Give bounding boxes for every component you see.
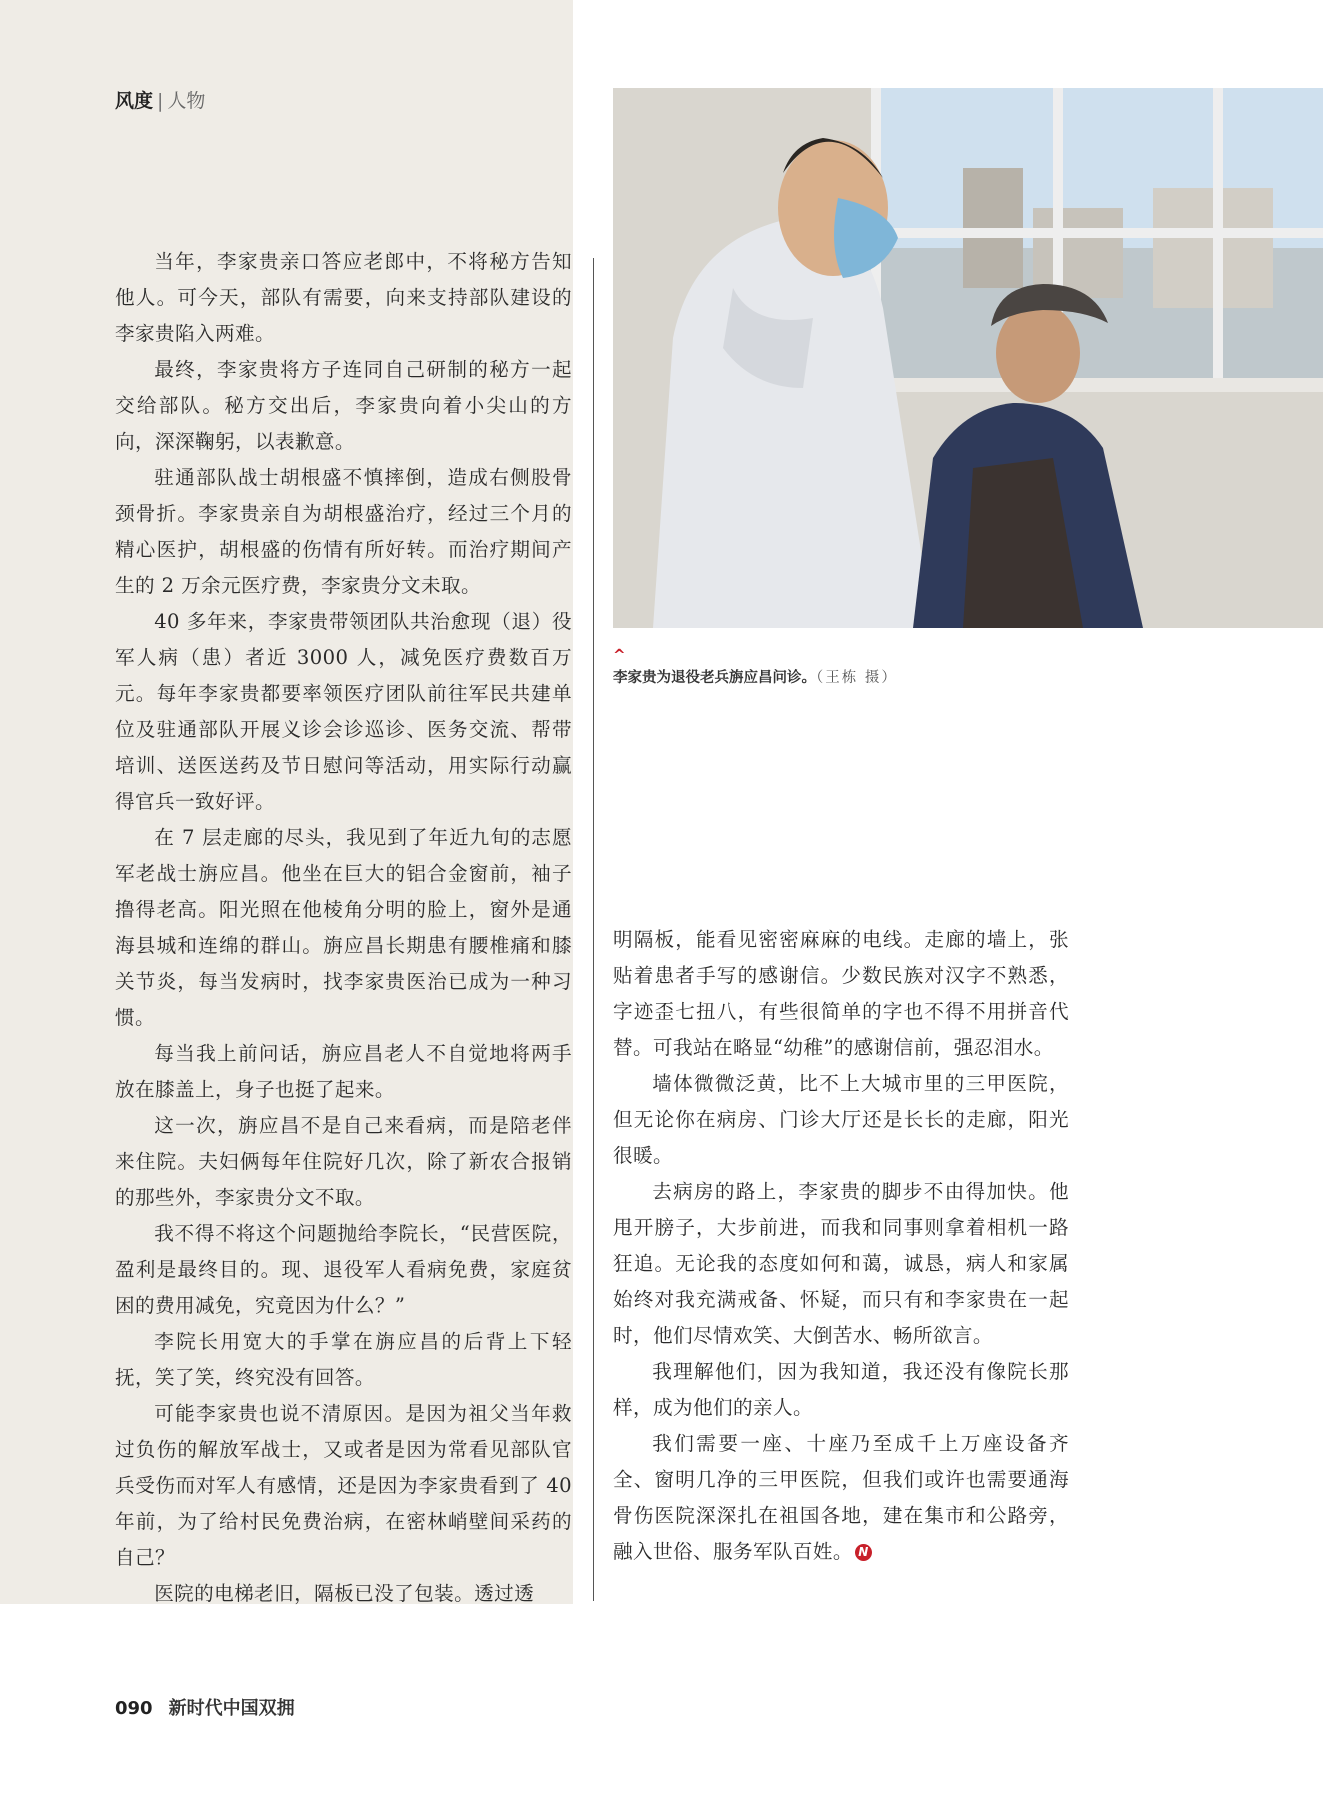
paragraph-text: 我理解他们，因为我知道，我还没有像院长那样，成为他们的亲人。 [613,1360,1069,1419]
paragraph-text: 明隔板，能看见密密麻麻的电线。走廊的墙上，张贴着患者手写的感谢信。少数民族对汉字不熟悉，字迹歪七扭八，有些很简单的字也不得不用拼音代替。可我站在略显“幼稚”的感谢信前，强忍泪水。 [613,928,1069,1059]
paragraph-text: 当年，李家贵亲口答应老郎中，不将秘方告知他人。可今天，部队有需要，向来支持部队建设的李家贵陷入两难。 [115,250,572,345]
subsection-name: 人物 [167,90,206,112]
page-number: 090 [115,1698,153,1719]
paragraph [115,1396,572,1576]
paragraph-text: 医院的电梯老旧，隔板已没了包装。透过透 [154,1582,535,1605]
paragraph [613,1354,1069,1426]
column-divider [593,258,594,1601]
paragraph [613,1066,1069,1174]
paragraph-text: 在 7 层走廊的尽头，我见到了年近九旬的志愿军老战士旃应昌。他坐在巨大的铝合金窗前，袖子撸得老高。阳光照在他棱角分明的脸上，窗外是通海县城和连绵的群山。旃应昌长期患有腰椎痛和膝关节炎，每当发病时，找李家贵医治已成为一种习惯。 [115,826,572,1029]
paragraph [613,1174,1069,1354]
paragraph-text: 可能李家贵也说不清原因。是因为祖父当年救过负伤的解放军战士，又或者是因为常看见部队官兵受伤而对军人有感情，还是因为李家贵看到了 40 年前，为了给村民免费治病，在密林峭壁间采药的自己？ [115,1402,572,1569]
magazine-name: 新时代中国双拥 [168,1698,295,1719]
caption-text: 李家贵为退役老兵旃应昌问诊。 [613,670,816,686]
paragraph [115,1576,572,1612]
paragraph-text: 最终，李家贵将方子连同自己研制的秘方一起交给部队。秘方交出后，李家贵向着小尖山的方向，深深鞠躬，以表歉意。 [115,358,572,453]
paragraph [115,1108,572,1216]
section-label [115,86,205,113]
paragraph-text: 李院长用宽大的手掌在旃应昌的后背上下轻抚，笑了笑，终究没有回答。 [115,1330,572,1389]
article-left-column [115,244,572,1612]
caption-arrow-icon: ^ [613,646,626,664]
photo-credit: （王栋 摄） [816,670,898,686]
paragraph [613,1426,1069,1570]
paragraph [115,460,572,604]
article-photo [613,88,1323,628]
paragraph [115,1036,572,1108]
paragraph-text: 40 多年来，李家贵带领团队共治愈现（退）役军人病（患）者近 3000 人，减免医疗费数百万元。每年李家贵都要率领医疗团队前往军民共建单位及驻通部队开展义诊会诊巡诊、医务交流、帮带培训、送医送药及节日慰问等活动，用实际行动赢得官兵一致好评。 [115,610,572,813]
paragraph-text: 每当我上前问话，旃应昌老人不自觉地将两手放在膝盖上，身子也挺了起来。 [115,1042,572,1101]
paragraph [115,1324,572,1396]
paragraph-text: 这一次，旃应昌不是自己来看病，而是陪老伴来住院。夫妇俩每年住院好几次，除了新农合报销的那些外，李家贵分文不取。 [115,1114,572,1209]
paragraph-text: 墙体微微泛黄，比不上大城市里的三甲医院，但无论你在病房、门诊大厅还是长长的走廊，阳光很暖。 [613,1072,1069,1167]
paragraph [115,820,572,1036]
page-footer [115,1694,295,1720]
paragraph [115,352,572,460]
paragraph [115,244,572,352]
paragraph-text: 我们需要一座、十座乃至成千上万座设备齐全、窗明几净的三甲医院，但我们或许也需要通海骨伤医院深深扎在祖国各地，建在集市和公路旁，融入世俗、服务军队百姓。 [613,1432,1069,1563]
paragraph-text: 驻通部队战士胡根盛不慎摔倒，造成右侧股骨颈骨折。李家贵亲自为胡根盛治疗，经过三个月的精心医护，胡根盛的伤情有所好转。而治疗期间产生的 2 万余元医疗费，李家贵分文未取。 [115,466,572,597]
paragraph [115,1216,572,1324]
section-name: 风度 [115,90,154,112]
paragraph [115,604,572,820]
photo-caption [613,666,898,687]
paragraph-text: 去病房的路上，李家贵的脚步不由得加快。他甩开膀子，大步前进，而我和同事则拿着相机一路狂追。无论我的态度如何和蔼，诚恳，病人和家属始终对我充满戒备、怀疑，而只有和李家贵在一起时，他们尽情欢笑、大倒苦水、畅所欲言。 [613,1180,1069,1347]
photo-doctor-with-veteran-icon [613,88,1323,628]
section-separator: | [157,90,164,112]
paragraph-text: 我不得不将这个问题抛给李院长，“民营医院，盈利是最终目的。现、退役军人看病免费，家庭贫困的费用减免，究竟因为什么？” [115,1222,572,1317]
end-mark-icon: N [855,1544,872,1561]
paragraph [613,922,1069,1066]
article-right-column [613,922,1069,1570]
